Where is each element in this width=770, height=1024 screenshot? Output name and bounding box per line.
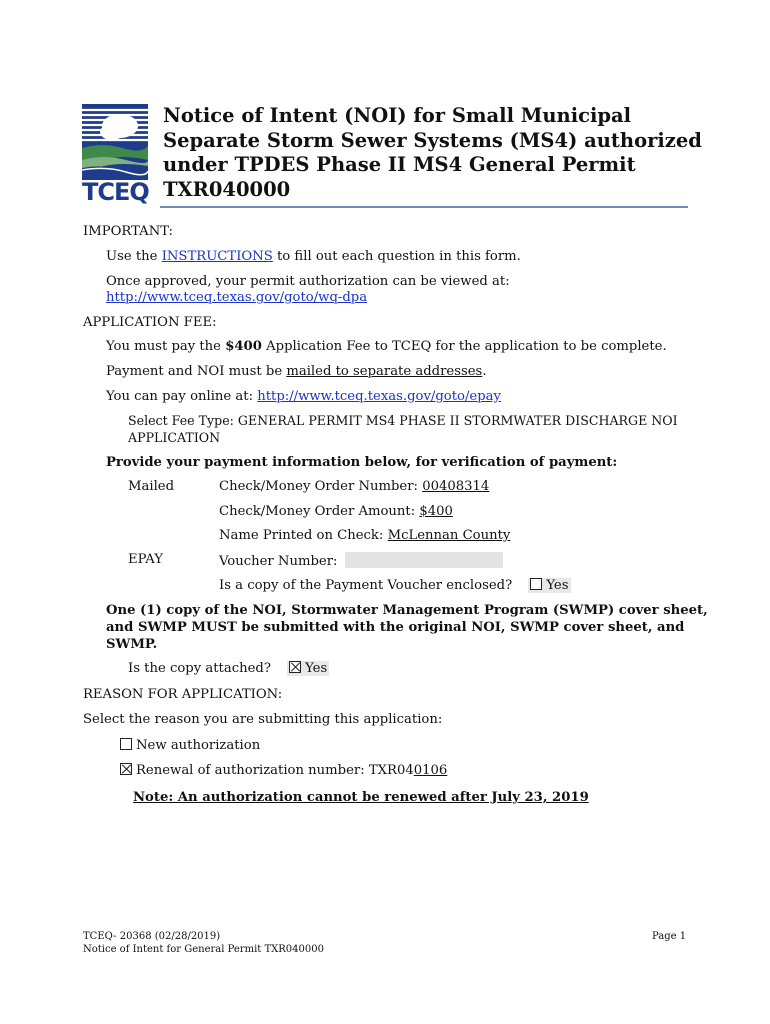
must-pay-post: Application Fee to TCEQ for the application to be complete. — [266, 339, 667, 354]
title-line: Notice of Intent (NOI) for Small Municipal — [163, 104, 632, 127]
pay-online-line — [106, 389, 501, 405]
wq-dpa-link-text[interactable]: http://www.tceq.texas.gov/goto/wq-dpa — [106, 290, 368, 305]
name-on-check-label: Name Printed on Check: — [219, 528, 384, 543]
renewal-number-field[interactable]: 0106 — [413, 763, 448, 778]
copy-line2: and SWMP MUST be submitted with the original NOI, SWMP cover sheet, and — [106, 620, 685, 635]
copy-attached-yes-label: Yes — [305, 661, 328, 676]
renewal-note: Note: An authorization cannot be renewed after July 23, 2019 — [133, 790, 589, 805]
check-amount-field[interactable]: $400 — [419, 504, 453, 519]
reason-heading: REASON FOR APPLICATION: — [83, 687, 283, 702]
mailed-post: . — [482, 364, 487, 379]
copy-line1: One (1) copy of the NOI, Stormwater Management Program (SWMP) cover sheet, — [106, 603, 708, 618]
page-number: Page 1 — [652, 931, 687, 942]
check-number-field[interactable]: 00408314 — [422, 479, 490, 494]
copy-attached-row — [128, 661, 329, 677]
check-amount-row — [219, 504, 453, 520]
online-pre: You can pay online at: — [106, 389, 254, 404]
title-line: Separate Storm Sewer Systems (MS4) authorized — [163, 128, 702, 152]
copy-attached-checkbox[interactable] — [289, 661, 301, 673]
title-rule — [160, 206, 688, 208]
mailed-separately-line — [106, 364, 487, 380]
tceq-logo — [82, 104, 152, 208]
voucher-row — [219, 552, 503, 570]
new-authorization-label: New authorization — [136, 738, 261, 753]
instructions-line — [106, 249, 521, 265]
fee-type-line1: Select Fee Type: GENERAL PERMIT MS4 PHASE II STORMWATER DISCHARGE NOI — [128, 413, 678, 428]
renewal-label: Renewal of authorization number: TXR04 — [136, 763, 414, 778]
voucher-copy-checkbox[interactable] — [530, 578, 542, 590]
mailed-pre: Payment and NOI must be — [106, 364, 283, 379]
epay-label: EPAY — [128, 552, 163, 567]
title-line: under TPDES Phase II MS4 General Permit — [163, 153, 636, 176]
fee-heading: APPLICATION FEE: — [83, 315, 217, 330]
check-number-row — [219, 479, 489, 495]
copy-attached-question: Is the copy attached? — [128, 661, 271, 676]
form-number: TCEQ- 20368 (02/28/2019) — [83, 931, 221, 942]
must-pay-line — [106, 339, 667, 355]
wq-dpa-link[interactable] — [106, 290, 367, 306]
use-rest-text: to fill out each question in this form. — [277, 249, 521, 264]
separate-addresses-link[interactable]: mailed to separate addresses — [286, 364, 483, 379]
new-authorization-checkbox[interactable] — [120, 738, 132, 750]
logo-text: TCEQ — [82, 178, 149, 206]
voucher-number-field[interactable] — [345, 552, 503, 568]
name-on-check-row — [219, 528, 510, 544]
voucher-copy-row — [219, 578, 571, 594]
epay-link[interactable]: http://www.tceq.texas.gov/goto/epay — [257, 389, 501, 404]
footer-form-title: Notice of Intent for General Permit TXR040000 — [83, 944, 324, 955]
renewal-checkbox[interactable] — [120, 763, 132, 775]
fee-amount: $400 — [225, 339, 262, 354]
renewal-option[interactable] — [120, 763, 447, 779]
voucher-label: Voucher Number: — [219, 554, 338, 569]
voucher-copy-question: Is a copy of the Payment Voucher enclosed? — [219, 578, 513, 593]
new-authorization-option[interactable] — [120, 738, 260, 754]
copy-attached-option[interactable] — [287, 661, 329, 676]
name-on-check-field[interactable]: McLennan County — [387, 528, 511, 543]
reason-select-text: Select the reason you are submitting this application: — [83, 712, 443, 727]
provide-info-text: Provide your payment information below, for verification of payment: — [106, 455, 618, 470]
mailed-label: Mailed — [128, 479, 175, 494]
fee-type-line2: APPLICATION — [128, 430, 221, 445]
instructions-link[interactable]: INSTRUCTIONS — [161, 249, 273, 264]
copy-line3: SWMP. — [106, 637, 158, 652]
title-line: TXR040000 — [163, 177, 291, 201]
voucher-copy-option[interactable] — [528, 578, 570, 593]
voucher-copy-yes-label: Yes — [546, 578, 569, 593]
important-heading: IMPORTANT: — [83, 224, 173, 239]
check-number-label: Check/Money Order Number: — [219, 479, 418, 494]
use-the-text: Use the — [106, 249, 158, 264]
check-amount-label: Check/Money Order Amount: — [219, 504, 416, 519]
form-title — [163, 104, 702, 202]
must-pay-pre: You must pay the — [106, 339, 221, 354]
once-approved-text: Once approved, your permit authorization can be viewed at: — [106, 274, 510, 289]
